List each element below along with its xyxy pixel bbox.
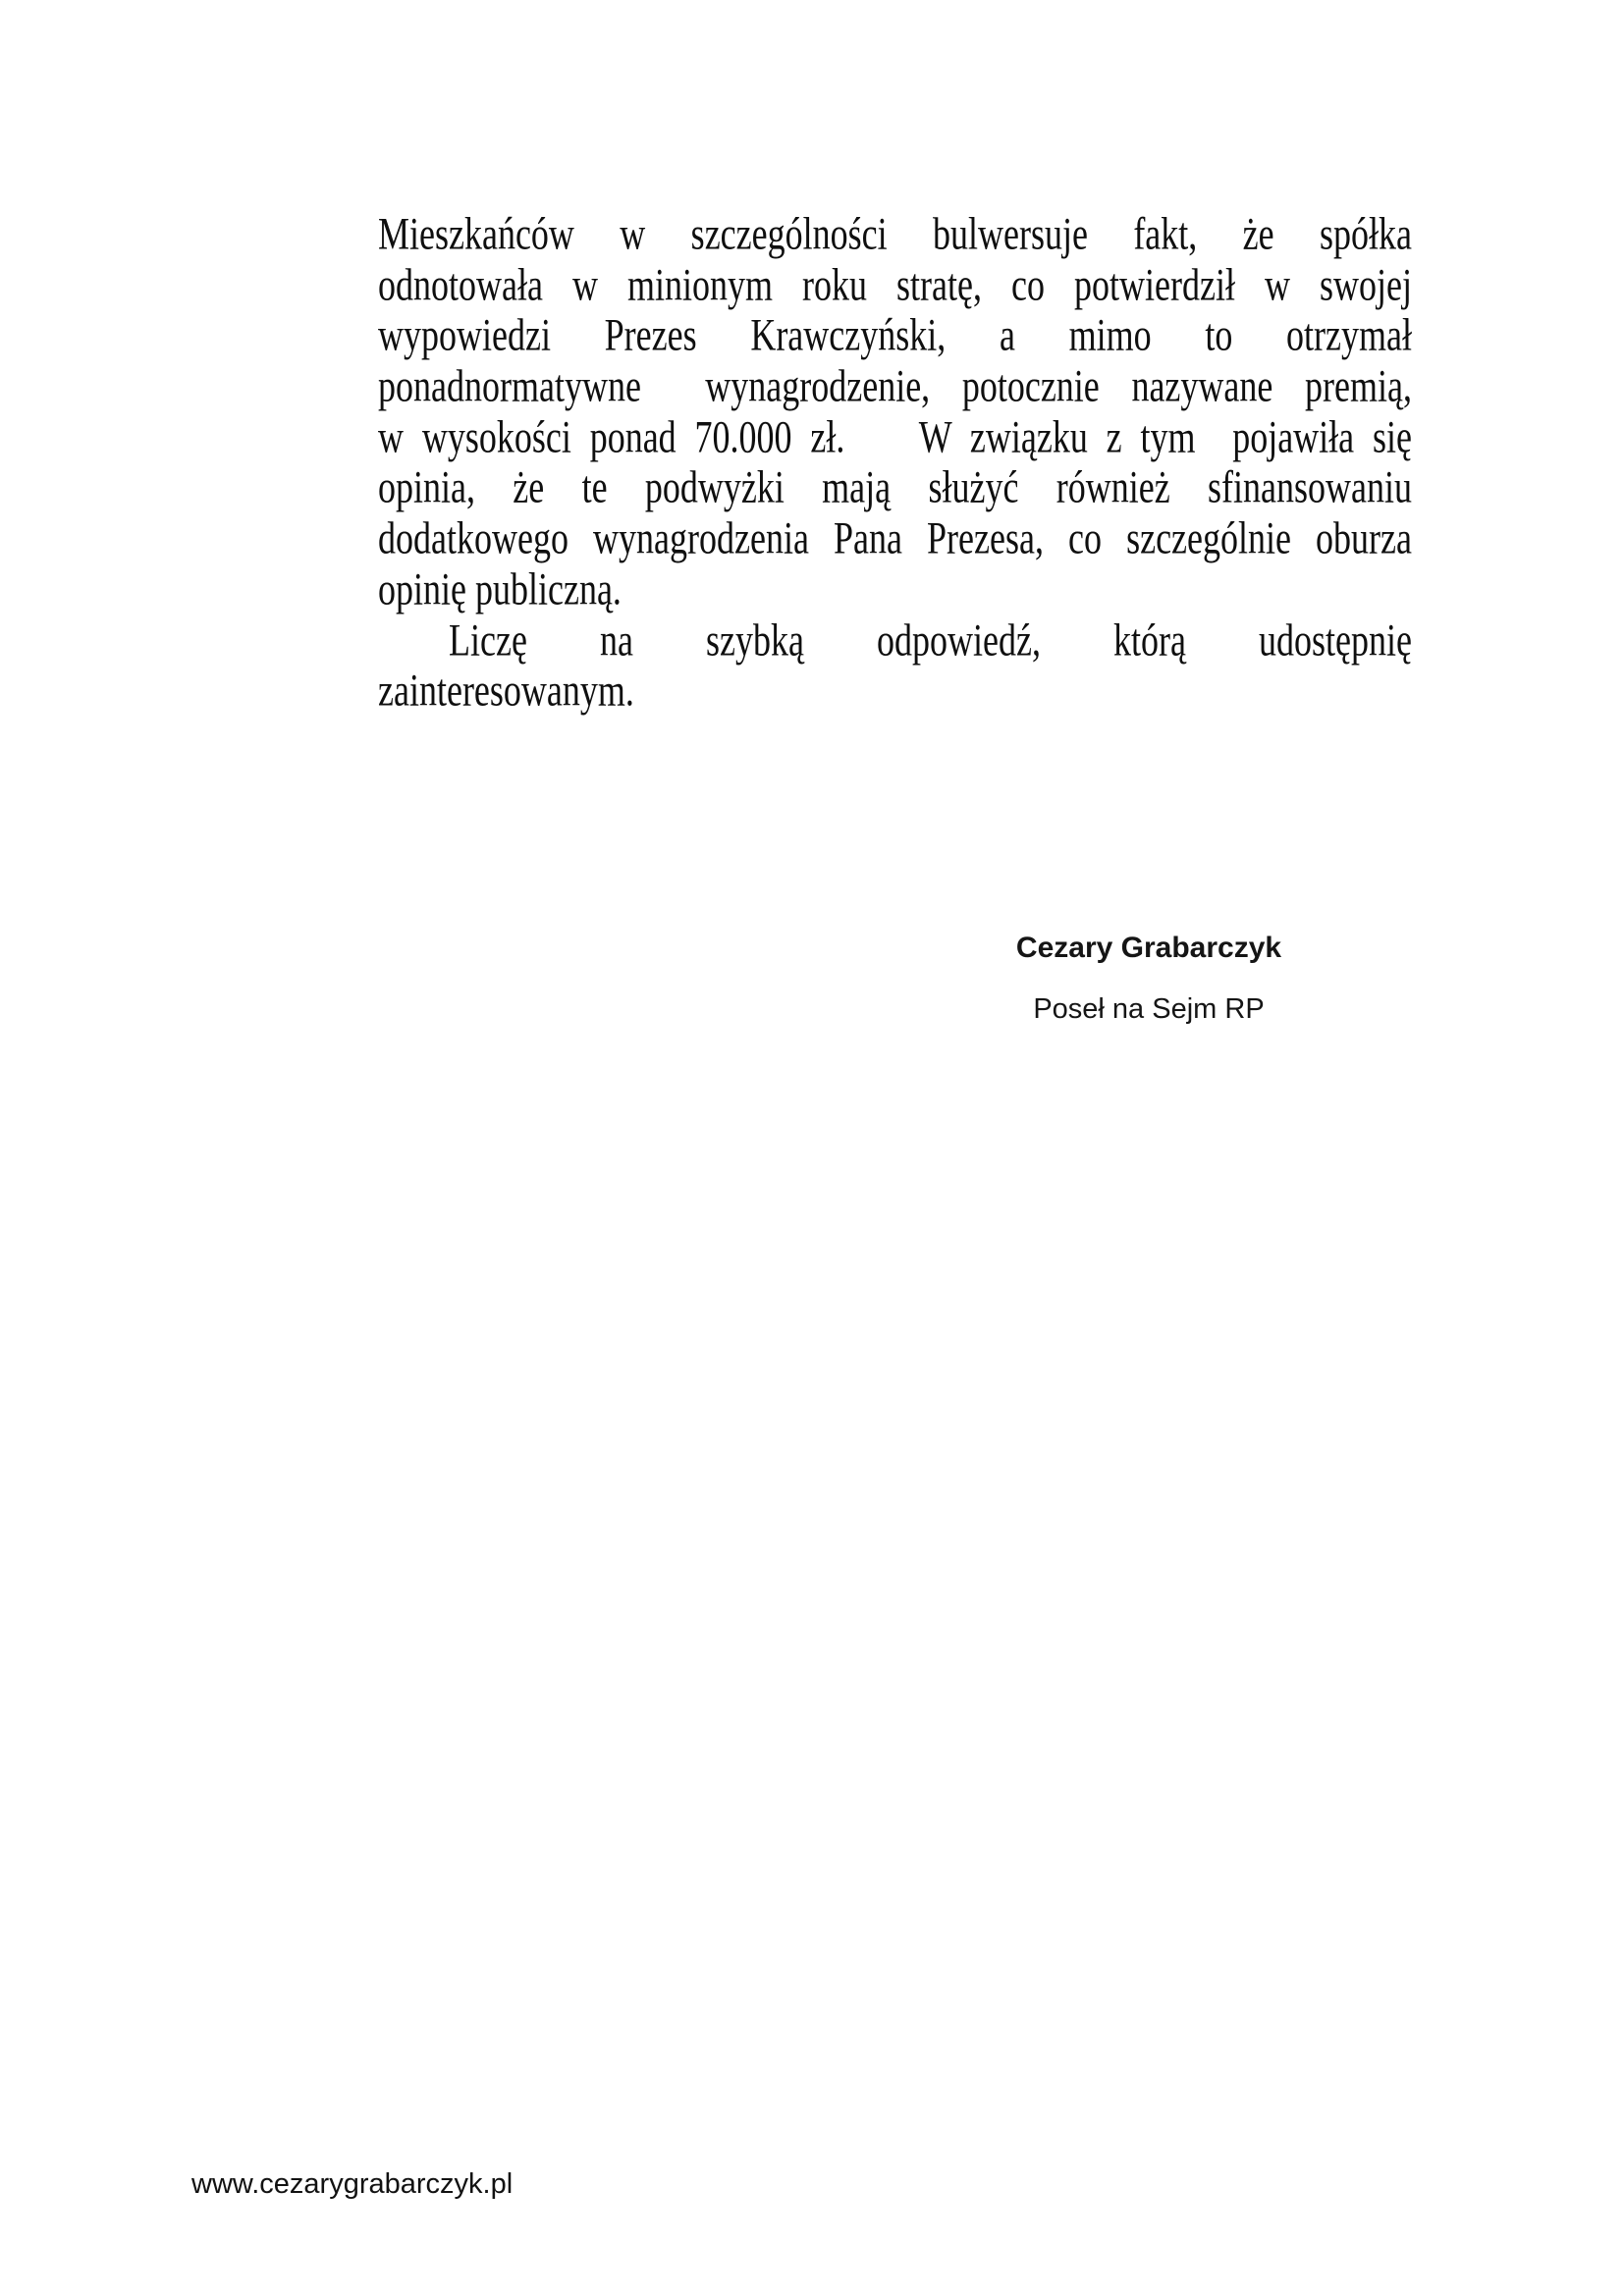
body-line-text: w wysokości ponad 70.000 zł. W związku z tym pojawiła się xyxy=(378,410,1412,462)
body-line xyxy=(378,665,1412,716)
signature-name: Cezary Grabarczyk xyxy=(1015,932,1282,964)
body-line xyxy=(378,309,1412,360)
body-line xyxy=(378,411,1412,462)
body-line-text: dodatkowego wynagrodzenia Pana Prezesa, co szczególnie oburza xyxy=(378,512,1412,564)
body-line-text: opinię publiczną. xyxy=(378,562,622,614)
footer-website: www.cezarygrabarczyk.pl xyxy=(191,2168,514,2200)
letter-body xyxy=(378,208,1412,716)
body-line-text: wypowiedzi Prezes Krawczyński, a mimo to otrzymał xyxy=(378,309,1412,361)
body-line-text: Liczę na szybką odpowiedź, którą udostępnię xyxy=(449,614,1412,666)
body-line-text: Mieszkańców w szczególności bulwersuje fakt, że spółka xyxy=(378,208,1412,259)
body-line xyxy=(378,259,1412,310)
body-line xyxy=(378,563,1412,614)
body-line xyxy=(378,208,1412,259)
body-line xyxy=(378,512,1412,563)
body-line-text: zainteresowanym. xyxy=(378,665,634,717)
signature-title: Poseł na Sejm RP xyxy=(1033,993,1265,1025)
body-line-text: ponadnormatywne wynagrodzenie, potocznie nazywane premią, xyxy=(378,360,1412,412)
body-line-text: odnotowała w minionym roku stratę, co potwierdził w swojej xyxy=(378,258,1412,310)
body-line xyxy=(378,614,1412,666)
signature-block xyxy=(1000,927,1298,1031)
body-line xyxy=(378,461,1412,512)
body-line xyxy=(378,360,1412,411)
body-line-text: opinia, że te podwyżki mają służyć również sfinansowaniu xyxy=(378,461,1412,513)
